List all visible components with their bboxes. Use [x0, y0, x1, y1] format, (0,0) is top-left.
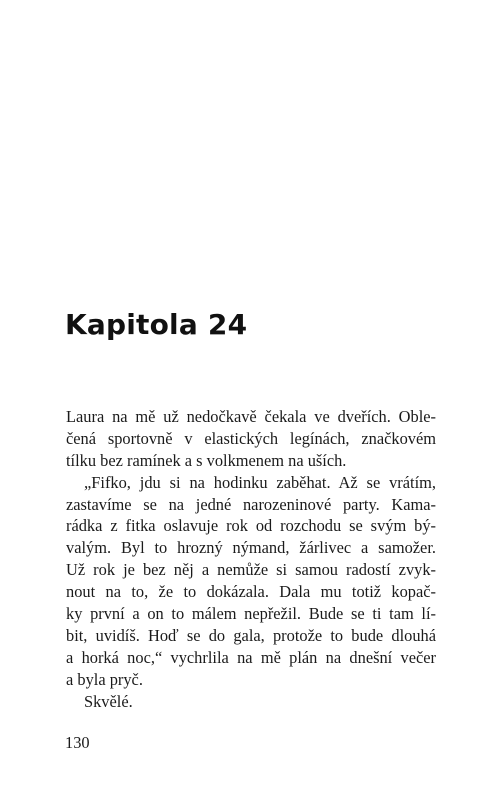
text-line: rádka z fitka oslavuje rok od rozchodu se svým bý- [66, 516, 436, 536]
text-line: a horká noc,“ vychrlila na mě plán na dnešní večer [66, 647, 436, 667]
text-line: tílku bez ramínek a s volkmenem na uších. [66, 450, 347, 470]
text-line: zastavíme se na jedné narozeninové party. Kama- [66, 494, 436, 514]
chapter-body [66, 406, 436, 712]
text-line: nout na to, že to dokázala. Dala mu totiž kopač- [66, 582, 436, 602]
text-line: Skvělé. [84, 691, 133, 711]
text-line: bit, uvidíš. Hoď se do gala, protože to bude dlouhá [66, 625, 436, 645]
text-line: a byla pryč. [66, 669, 143, 689]
chapter-title: Kapitola 24 [65, 308, 248, 341]
text-line: „Fifko, jdu si na hodinku zaběhat. Až se vrátím, [84, 472, 436, 492]
text-line: ky první a on to málem nepřežil. Bude se ti tam lí- [66, 604, 436, 624]
text-line: čená sportovně v elastických legínách, značkovém [66, 428, 436, 448]
page-number: 130 [65, 733, 90, 752]
text-line: Laura na mě už nedočkavě čekala ve dveřích. Oble- [66, 407, 436, 426]
text-line: valým. Byl to hrozný nýmand, žárlivec a samožer. [66, 538, 436, 558]
text-line: Už rok je bez něj a nemůže si samou radostí zvyk- [66, 560, 436, 580]
